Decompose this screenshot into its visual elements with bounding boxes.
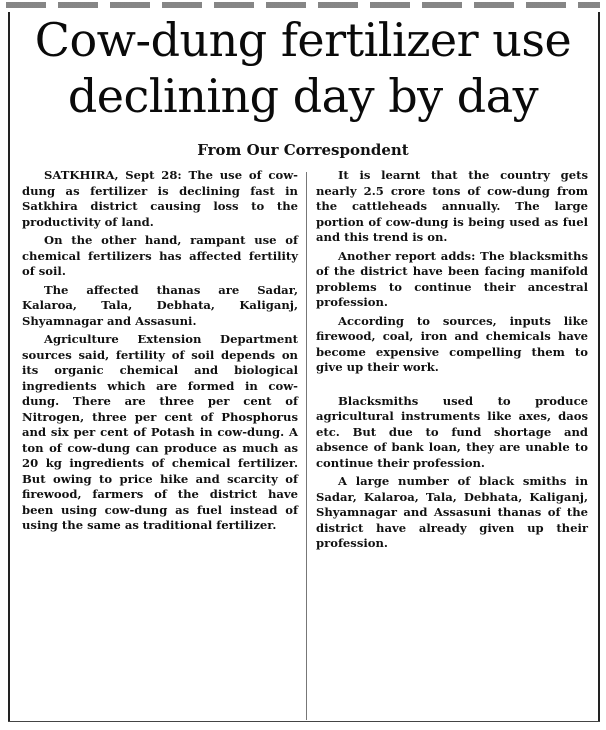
torn-top-rule — [6, 2, 600, 8]
paragraph: Agriculture Extension Department sources said, fertility of soil depends on its organic chemical and biological ingredients which are formed in cow-dung. There are three per cent of Nitrogen, three per cent of Phosphorus and six per cent of Potash in cow-dung. A ton of cow-dung can produce as much as 20 kg ingredients of chemical fertilizer. But owing to price hike and scarcity of firewood, farmers of the district have been using cow-dung as fuel instead of using the same as traditional fertilizer. — [22, 332, 298, 532]
article-column-left — [22, 168, 298, 537]
headline: Cow-dung fertilizer use declining day by day — [34, 13, 572, 123]
article-column-right — [316, 168, 588, 555]
left-border-rule — [8, 12, 10, 722]
right-border-rule — [598, 12, 600, 722]
paragraph: The affected thanas are Sadar, Kalaroa, Tala, Debhata, Kaliganj, Shyamnagar and Assasuni. — [22, 282, 298, 328]
paragraph: On the other hand, rampant use of chemical fertilizers has affected fertility of soil. — [22, 233, 298, 278]
paragraph: Another report adds: The blacksmiths of the district have been facing manifold problems to continue their ancestral profession. — [316, 248, 588, 309]
paragraph: A large number of black smiths in Sadar, Kalaroa, Tala, Debhata, Kaliganj, Shyamnagar and Assasuni thanas of the district have already given up their profession. — [316, 474, 588, 550]
bottom-border-rule — [8, 721, 600, 722]
paragraph: SATKHIRA, Sept 28: The use of cow-dung as fertilizer is declining fast in Satkhira district causing loss to the productivity of land. — [22, 168, 298, 229]
byline: From Our Correspondent — [197, 141, 409, 159]
paragraph: Blacksmiths used to produce agricultural instruments like axes, daos etc. But due to fund shortage and absence of bank loan, they are unable to continue their profession. — [316, 393, 588, 470]
column-divider — [306, 172, 307, 720]
paragraph: It is learnt that the country gets nearly 2.5 crore tons of cow-dung from the cattleheads annually. The large portion of cow-dung is being used as fuel and this trend is on. — [316, 168, 588, 244]
paragraph: According to sources, inputs like firewood, coal, iron and chemicals have become expensive compelling them to give up their work. — [316, 313, 588, 374]
